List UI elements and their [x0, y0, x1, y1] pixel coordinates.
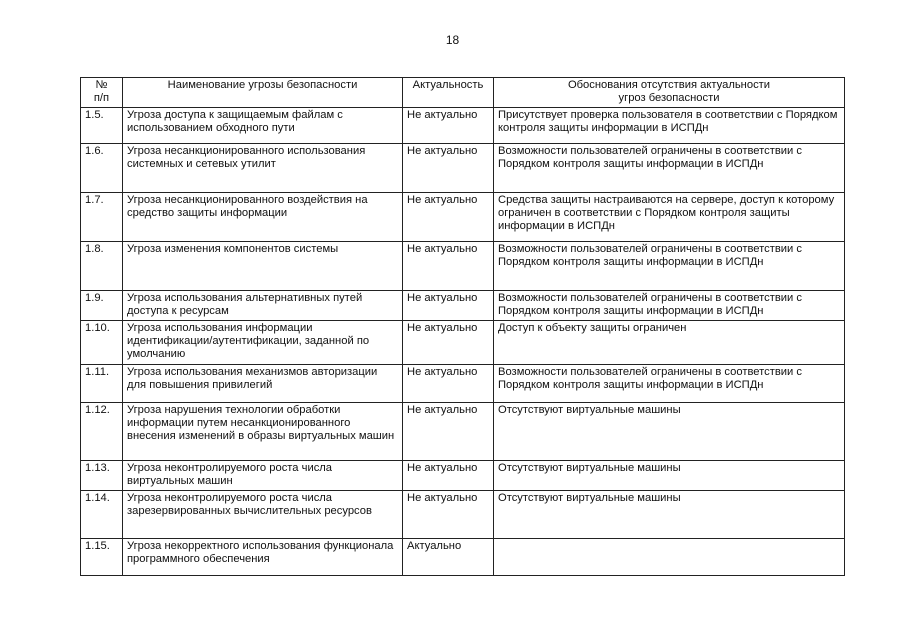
table-row: [81, 291, 845, 321]
row-reason: Отсутствуют виртуальные машины: [494, 461, 845, 491]
table-row: [81, 491, 845, 539]
row-reason: [494, 539, 845, 576]
row-reason: Возможности пользователей ограничены в соответствии с Порядком контроля защиты информации в ИСПДн: [494, 291, 845, 321]
row-num: 1.8.: [81, 242, 123, 291]
row-actuality: Не актуально: [403, 365, 494, 403]
header-reason-line-1: Обоснования отсутствия актуальности: [567, 79, 771, 91]
row-num: 1.12.: [81, 403, 123, 461]
row-num: 1.15.: [81, 539, 123, 576]
row-reason: Присутствует проверка пользователя в соответствии с Порядком контроля защиты информации в ИСПДн: [494, 108, 845, 144]
row-reason: Возможности пользователей ограничены в соответствии с Порядком контроля защиты информации в ИСПДн: [494, 242, 845, 291]
table-row: [81, 539, 845, 576]
row-actuality: Не актуально: [403, 193, 494, 242]
row-threat-name: Угроза нарушения технологии обработки информации путем несанкционированного внесения изменений в образы виртуальных машин: [123, 403, 403, 461]
header-name: Наименование угрозы безопасности: [123, 78, 403, 108]
row-actuality: Актуально: [403, 539, 494, 576]
row-reason: Возможности пользователей ограничены в соответствии с Порядком контроля защиты информации в ИСПДн: [494, 365, 845, 403]
header-actuality: Актуальность: [403, 78, 494, 108]
row-threat-name: Угроза использования механизмов авторизации для повышения привилегий: [123, 365, 403, 403]
header-reason: [494, 78, 845, 108]
row-actuality: Не актуально: [403, 108, 494, 144]
row-threat-name: Угроза изменения компонентов системы: [123, 242, 403, 291]
table-row: [81, 108, 845, 144]
header-reason-line-2: угроз безопасности: [618, 92, 720, 104]
header-num-line-2: п/п: [93, 92, 110, 104]
row-num: 1.11.: [81, 365, 123, 403]
table-row: [81, 321, 845, 365]
page-number: 18: [445, 33, 460, 47]
row-threat-name: Угроза доступа к защищаемым файлам с использованием обходного пути: [123, 108, 403, 144]
table-row: [81, 242, 845, 291]
row-actuality: Не актуально: [403, 321, 494, 365]
row-actuality: Не актуально: [403, 242, 494, 291]
table-header-row: [81, 78, 845, 108]
row-actuality: Не актуально: [403, 403, 494, 461]
row-actuality: Не актуально: [403, 491, 494, 539]
header-num: [81, 78, 123, 108]
row-reason: Возможности пользователей ограничены в соответствии с Порядком контроля защиты информации в ИСПДн: [494, 144, 845, 193]
row-num: 1.7.: [81, 193, 123, 242]
row-threat-name: Угроза несанкционированного использования системных и сетевых утилит: [123, 144, 403, 193]
row-threat-name: Угроза использования информации идентификации/аутентификации, заданной по умолчанию: [123, 321, 403, 365]
table-row: [81, 365, 845, 403]
row-reason: Отсутствуют виртуальные машины: [494, 403, 845, 461]
row-num: 1.13.: [81, 461, 123, 491]
row-num: 1.14.: [81, 491, 123, 539]
row-reason: Средства защиты настраиваются на сервере, доступ к которому ограничен в соответствии с Порядком контроля защиты информации в ИСПДн: [494, 193, 845, 242]
row-threat-name: Угроза неконтролируемого роста числа виртуальных машин: [123, 461, 403, 491]
table-row: [81, 461, 845, 491]
table-row: [81, 403, 845, 461]
row-threat-name: Угроза использования альтернативных путей доступа к ресурсам: [123, 291, 403, 321]
header-num-line-1: №: [95, 79, 108, 91]
row-num: 1.9.: [81, 291, 123, 321]
row-reason: Доступ к объекту защиты ограничен: [494, 321, 845, 365]
row-num: 1.10.: [81, 321, 123, 365]
threats-table: [80, 77, 845, 576]
row-threat-name: Угроза неконтролируемого роста числа зарезервированных вычислительных ресурсов: [123, 491, 403, 539]
row-threat-name: Угроза несанкционированного воздействия на средство защиты информации: [123, 193, 403, 242]
table-row: [81, 193, 845, 242]
row-actuality: Не актуально: [403, 291, 494, 321]
row-actuality: Не актуально: [403, 461, 494, 491]
table-row: [81, 144, 845, 193]
row-reason: Отсутствуют виртуальные машины: [494, 491, 845, 539]
row-num: 1.5.: [81, 108, 123, 144]
row-num: 1.6.: [81, 144, 123, 193]
row-actuality: Не актуально: [403, 144, 494, 193]
row-threat-name: Угроза некорректного использования функционала программного обеспечения: [123, 539, 403, 576]
